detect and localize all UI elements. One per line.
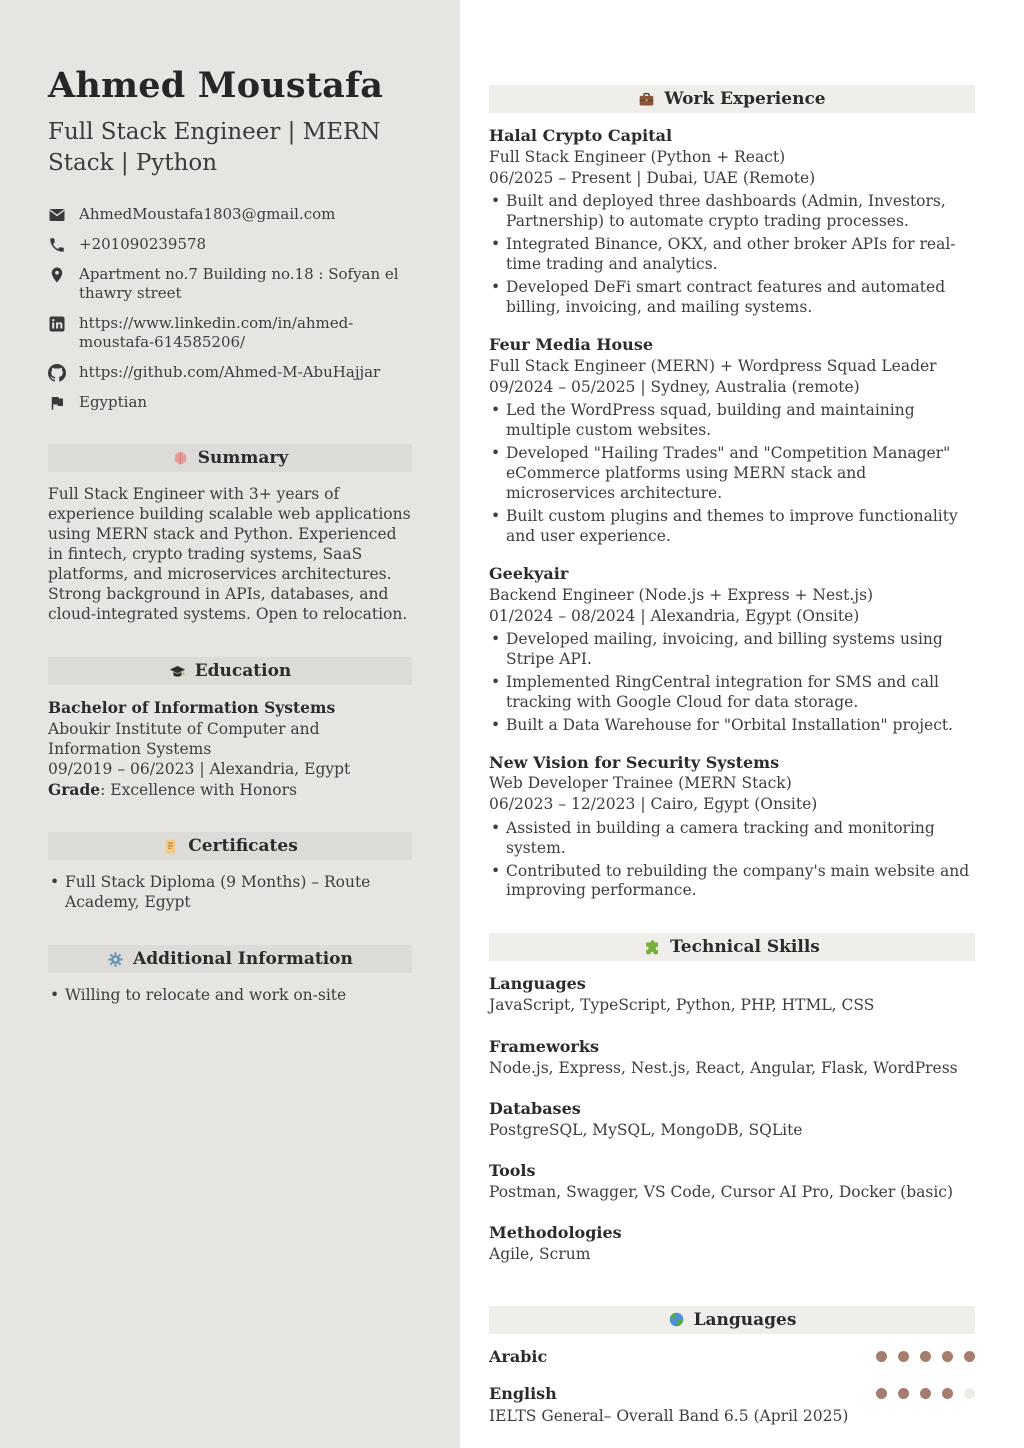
certificates-list: [48, 873, 412, 913]
flag-icon: [48, 394, 66, 412]
brain-icon: [172, 450, 189, 467]
skill-group: [489, 1223, 975, 1264]
languages-section-header: [489, 1306, 975, 1334]
level-dot-filled: [942, 1351, 953, 1362]
contact-nationality-text: Egyptian: [79, 393, 148, 412]
headline: Full Stack Engineer | MERN Stack | Python: [48, 119, 381, 176]
graduation-cap-icon: [169, 663, 186, 680]
contact-address: [48, 265, 412, 303]
job-dates: 06/2025 – Present | Dubai, UAE (Remote): [489, 168, 816, 187]
job-company: Geekyair: [489, 563, 569, 583]
skill-items: PostgreSQL, MySQL, MongoDB, SQLite: [489, 1120, 803, 1139]
job-list: [489, 126, 975, 901]
additional-info-list: [48, 986, 412, 1006]
main-column: [460, 0, 1024, 1448]
level-dot-filled: [876, 1351, 887, 1362]
contact-linkedin: [48, 314, 412, 352]
education-dates: 09/2019 – 06/2023 | Alexandria, Egypt: [48, 760, 351, 779]
job-entry: [489, 753, 975, 902]
job-role: Web Developer Trainee (MERN Stack): [489, 774, 792, 793]
briefcase-icon: [638, 91, 655, 108]
job-company: Feur Media House: [489, 334, 653, 354]
skill-group: [489, 1099, 975, 1140]
job-bullet-list: [489, 819, 975, 902]
skill-group: [489, 1161, 975, 1202]
language-item: [489, 1384, 975, 1426]
skill-group: [489, 974, 975, 1015]
language-name: Arabic: [489, 1346, 548, 1366]
skill-category: Languages: [489, 974, 586, 994]
language-name: English: [489, 1383, 557, 1403]
language-row: [489, 1384, 975, 1403]
job-bullet: • Contributed to rebuilding the company's main website and improving performance.: [489, 862, 975, 902]
level-dot-filled: [898, 1351, 909, 1362]
certificates-title: Certificates: [188, 836, 298, 857]
contact-address-text: Apartment no.7 Building no.18 : Sofyan el thawry street: [79, 264, 399, 302]
job-bullet: • Implemented RingCentral integration for SMS and call tracking with Google Cloud for data storage.: [489, 673, 975, 713]
level-dot-filled: [920, 1351, 931, 1362]
certificate-item: • Full Stack Diploma (9 Months) – Route Academy, Egypt: [48, 873, 412, 913]
level-dot-empty: [964, 1388, 975, 1399]
job-role: Backend Engineer (Node.js + Express + Nest.js): [489, 585, 874, 604]
contact-email-text: AhmedMoustafa1803@gmail.com: [79, 204, 336, 223]
education-title: Education: [194, 661, 292, 682]
skill-category: Frameworks: [489, 1036, 599, 1056]
education-grade-label: Grade: [48, 779, 101, 799]
additional-info-item: • Willing to relocate and work on-site: [48, 986, 412, 1006]
job-bullet-list: [489, 192, 975, 318]
job-bullet: • Built custom plugins and themes to improve functionality and user experience.: [489, 507, 975, 547]
skill-category: Tools: [489, 1161, 536, 1181]
location-icon: [48, 266, 66, 284]
linkedin-icon: [48, 315, 66, 333]
level-dot-filled: [942, 1388, 953, 1399]
language-note: IELTS General– Overall Band 6.5 (April 2025): [489, 1406, 849, 1425]
summary-section-header: [48, 444, 412, 472]
job-bullet: • Developed DeFi smart contract features and automated billing, invoicing, and mailing systems.: [489, 278, 975, 318]
job-dates: 06/2023 – 12/2023 | Cairo, Egypt (Onsite): [489, 795, 818, 814]
summary-title: Summary: [197, 448, 289, 469]
language-item: [489, 1347, 975, 1366]
job-company: Halal Crypto Capital: [489, 126, 673, 145]
globe-icon: [668, 1311, 685, 1328]
puzzle-icon: [644, 939, 661, 956]
education-degree: Bachelor of Information Systems: [48, 698, 336, 718]
scroll-icon: [162, 838, 179, 855]
job-bullet: • Integrated Binance, OKX, and other broker APIs for real-time trading and analytics.: [489, 235, 975, 275]
work-experience-section-header: [489, 85, 975, 113]
skills-list: [489, 974, 975, 1264]
contact-email: [48, 205, 412, 224]
summary-text: Full Stack Engineer with 3+ years of experience building scalable web applications using MERN stack and Python. Experienced in fintech, crypto trading systems, SaaS platforms, and microservices architectures. Strong background in APIs, databases, and cloud-integrated systems. Open to relocation.: [48, 485, 411, 624]
gear-icon: [107, 951, 124, 968]
skill-category: Methodologies: [489, 1223, 622, 1243]
job-dates: 01/2024 – 08/2024 | Alexandria, Egypt (Onsite): [489, 606, 860, 625]
skill-items: JavaScript, TypeScript, Python, PHP, HTML, CSS: [489, 996, 875, 1015]
contact-nationality: [48, 393, 412, 412]
work-experience-title: Work Experience: [664, 89, 826, 109]
contact-phone-text: +201090239578: [79, 234, 207, 253]
job-bullet: • Assisted in building a camera tracking and monitoring system.: [489, 819, 975, 859]
additional-info-section-header: [48, 945, 412, 973]
job-entry: [489, 564, 975, 736]
technical-skills-title: Technical Skills: [670, 937, 820, 958]
level-dot-filled: [876, 1388, 887, 1399]
github-icon: [48, 364, 66, 382]
contact-github: [48, 363, 412, 382]
mail-icon: [48, 206, 66, 224]
contact-list: [48, 205, 412, 412]
skill-items: Node.js, Express, Nest.js, React, Angular, Flask, WordPress: [489, 1058, 958, 1077]
job-bullet: • Built and deployed three dashboards (Admin, Investors, Partnership) to automate crypto trading processes.: [489, 192, 975, 232]
language-row: [489, 1347, 975, 1366]
contact-linkedin-text: https://www.linkedin.com/in/ahmed-moustafa-614585206/: [79, 314, 354, 352]
skill-items: Agile, Scrum: [489, 1245, 591, 1264]
language-list: [489, 1347, 975, 1426]
skill-group: [489, 1037, 975, 1078]
job-entry: [489, 335, 975, 547]
education-entry: [48, 698, 412, 800]
language-level-dots: [876, 1388, 975, 1399]
person-name: Ahmed Moustafa: [48, 65, 384, 106]
job-bullet: • Developed "Hailing Trades" and "Competition Manager" eCommerce platforms using MERN stack and microservices architecture.: [489, 444, 975, 504]
languages-title: Languages: [693, 1309, 797, 1330]
technical-skills-section-header: [489, 933, 975, 961]
job-role: Full Stack Engineer (Python + React): [489, 147, 786, 166]
contact-phone: [48, 235, 412, 254]
certificates-section-header: [48, 832, 412, 860]
education-grade-value: : Excellence with Honors: [100, 780, 297, 799]
education-grade: [48, 780, 412, 800]
job-entry: [489, 126, 975, 318]
job-company: New Vision for Security Systems: [489, 752, 780, 772]
job-bullet: • Led the WordPress squad, building and maintaining multiple custom websites.: [489, 401, 975, 441]
level-dot-filled: [898, 1388, 909, 1399]
job-bullet-list: [489, 401, 975, 547]
language-level-dots: [876, 1351, 975, 1362]
contact-github-text: https://github.com/Ahmed-M-AbuHajjar: [79, 363, 381, 382]
phone-icon: [48, 236, 66, 254]
sidebar: [0, 0, 460, 1448]
job-role: Full Stack Engineer (MERN) + Wordpress Squad Leader: [489, 356, 937, 375]
education-school: Aboukir Institute of Computer and Information Systems: [48, 719, 320, 758]
skill-category: Databases: [489, 1098, 581, 1118]
level-dot-filled: [920, 1388, 931, 1399]
additional-info-title: Additional Information: [133, 949, 353, 970]
level-dot-filled: [964, 1351, 975, 1362]
job-bullet: • Built a Data Warehouse for "Orbital Installation" project.: [489, 716, 975, 736]
education-section-header: [48, 657, 412, 685]
skill-items: Postman, Swagger, VS Code, Cursor AI Pro, Docker (basic): [489, 1183, 954, 1202]
job-bullet-list: [489, 630, 975, 736]
job-dates: 09/2024 – 05/2025 | Sydney, Australia (remote): [489, 377, 860, 396]
job-bullet: • Developed mailing, invoicing, and billing systems using Stripe API.: [489, 630, 975, 670]
